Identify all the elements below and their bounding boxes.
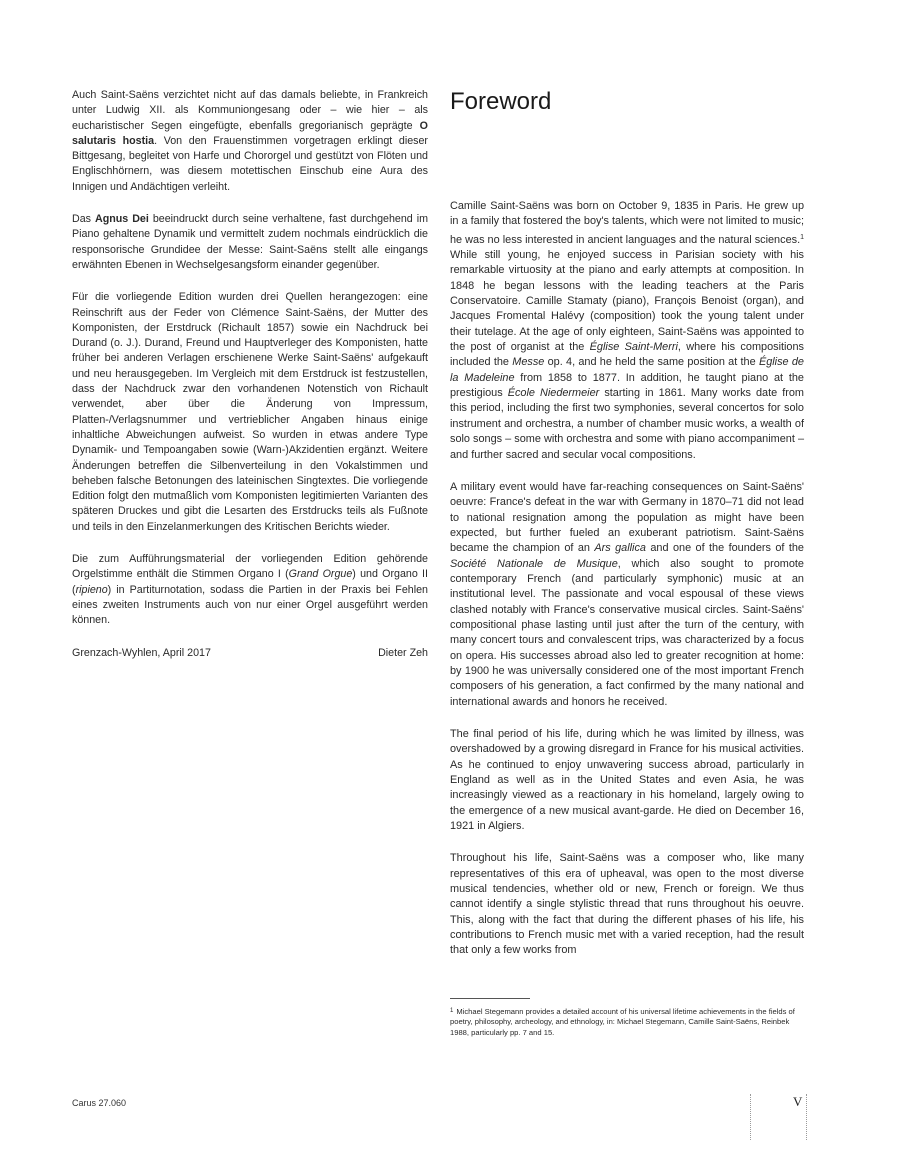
footnote-number: 1: [450, 1008, 454, 1014]
signature-line: [72, 646, 428, 661]
paragraph-reception: Throughout his life, Saint-Saëns was a composer who, like many representatives of this era of upheaval, was open to the most diverse musical tendencies, whether old or new, French or foreign. We thus cannot identify a single stylistic thread that runs throughout his oeuvre. This, along with the fact that during the different phases of his life, his contributions to French music met with a varied reception, had the result that only a few works from: [450, 852, 804, 957]
author-name: Dieter Zeh: [378, 646, 428, 659]
footnote-text: Michael Stegemann provides a detailed account of his universal lifetime achievements in the fields of poetry, philosophy, archeology, and ethnology, in: Michael Stegemann, Camille Saint-Saëns, Reinbek 1988, particularly pp. 7 and 15.: [450, 1007, 795, 1037]
catalog-number: Carus 27.060: [72, 1098, 127, 1108]
english-column: [450, 88, 804, 976]
footnote-divider: [450, 998, 530, 999]
paragraph-o-salutaris: Auch Saint-Saëns verzichtet nicht auf das damals beliebte, in Frankreich unter Ludwig XII. als Kommuniongesang oder – wie hier – als eucharistischer Segen eingefügte, ebenfalls gregorianisch geprägte O salutaris hostia. Von den Frauenstimmen vorgetragen erklingt dieser Bittgesang, begleitet von Harfe und Chororgel und gestützt von Flöten und Englischhörnern, was diesem motettischen Einschub eine Aura des Innigen und Andächtigen verleiht.: [72, 89, 428, 193]
place-date: Grenzach-Wyhlen, April 2017: [72, 646, 211, 659]
margin-marker-left: [750, 1094, 752, 1140]
paragraph-final-period: The final period of his life, during which he was limited by illness, was overshadowed by a growing disregard in France for his musical activities. As he continued to enjoy unwavering success abroad, particularly in England as well as in the United States and even Asia, he was increasingly viewed as a reactionary in his homeland, largely owing to the emergence of a new musical avant-garde. He died on December 16, 1921 in Algiers.: [450, 728, 804, 833]
work-title-agnus-dei: Agnus Dei: [94, 213, 149, 226]
margin-marker-right: [806, 1094, 808, 1140]
paragraph-agnus-dei: Das Agnus Dei beeindruckt durch seine verhaltene, fast durchgehend im Piano gehaltene Dynamik und vermittelt zudem nochmals eindrücklich die responsorische Grundidee der Messe: Saint-Saëns stellt alle eingangs erwähnten Ebenen in Wechselgesangsform einander gegenüber.: [72, 213, 428, 271]
paragraph-sources: Für die vorliegende Edition wurden drei Quellen herangezogen: eine Reinschrift aus der Feder von Clémence Saint-Saëns, der Mutter des Komponisten, der Erstdruck (Richault 1857) sowie ein Nachdruck bei Durand (o. J.). Durand, Freund und Hauptverleger des Komponisten, hatte früher bei anderen Verlagen erschienene Werke Saint-Saëns' aufgekauft und neu herausgegeben. Im Vergleich mit dem Erstdruck ist festzustellen, dass der Nachdruck zwar den vorhandenen Notenstich von Richault verwendet, aber über die Änderung von Impressum, Platten-/Verlagsnummer und vertrieblicher Angaben hinaus einige inhaltliche Abweichungen aufweist. So wurden in etwas andere Type Dynamik- und Tempoangaben sowie (Warn-)Akzidentien ergänzt. Weitere Änderungen betreffen die Silbenverteilung in den Vokalstimmen und beheben falsche Betonungen des lateinischen Singtextes. Die vorliegende Edition folgt den mutmaßlich vom Komponisten legitimierten Varianten des späteren Druckes und gibt die Lesarten des Erstdrucks teils als Fußnote und teils in den Einzelanmerkungen des Kritischen Berichts wieder.: [72, 291, 428, 533]
footnote: [450, 1006, 804, 1038]
page-number: V: [793, 1094, 803, 1109]
work-title-o-salutaris: O salutaris hostia: [72, 119, 428, 147]
paragraph-organ-part: Die zum Aufführungsmaterial der vorliegenden Edition gehörende Orgelstimme enthält die Stimmen Organo I (Grand Orgue) und Organo II (ripieno) in Partiturnotation, sodass die Partien in der Praxis bei Fehlen eines zweiten Instruments auch von nur einer Orgel ausgeführt werden können.: [72, 553, 428, 627]
german-column: [72, 88, 428, 661]
paragraph-biography: Camille Saint-Saëns was born on October 9, 1835 in Paris. He grew up in a family that fostered the boy's talents, which were not limited to music; he was no less interested in ancient languages and the natural sciences.$^1$ While still young, he enjoyed success in Parisian society with his remarkable virtuosity at the piano and early attempts at composition. In 1848 he began lessons with the leading teachers at the Paris Conservatoire. Camille Stamaty (piano), François Benoist (organ), and Jacques Fromental Halévy (composition) took the young talent under their tutelage. At the age of only eighteen, Saint-Saëns was appointed to the post of organist at the Église Saint-Merri, where his compositions included the Messe op. 4, and he held the same position at the Église de la Madeleine from 1858 to 1877. In addition, he taught piano at the prestigious École Niedermeier starting in 1861. Many works date from this period, including the first two symphonies, several concertos for solo instrument and orchestra, a number of chamber music works, a wealth of solo songs – some with orchestra and some with piano accompaniment – and further sacred and secular vocal compositions.: [450, 200, 804, 461]
paragraph-military-event: A military event would have far-reaching consequences on Saint-Saëns' oeuvre: France's defeat in the war with Germany in 1870–71 did not lead to national resignation among the population as might have been expected, but further fueled an exuberant patriotism. Saint-Saëns became the champion of an Ars gallica and one of the founders of the Société Nationale de Musique, which also sought to promote contemporary French (and particularly symphonic) music at an institutional level. The passionate and vocal espousal of these views clashed notably with France's conservative musical circles. Saint-Saëns' compositional phase lasting until just after the turn of the century, with many concert tours and convalescent trips, was characterized by a focus on opera. His successes abroad also led to greater recognition at home: by 1900 he was universally considered one of the most important French composers of his generation, a fact confirmed by the many national and international awards and honors he received.: [450, 480, 804, 708]
footnote-reference: 1: [800, 233, 804, 241]
page-title: Foreword: [450, 88, 552, 115]
